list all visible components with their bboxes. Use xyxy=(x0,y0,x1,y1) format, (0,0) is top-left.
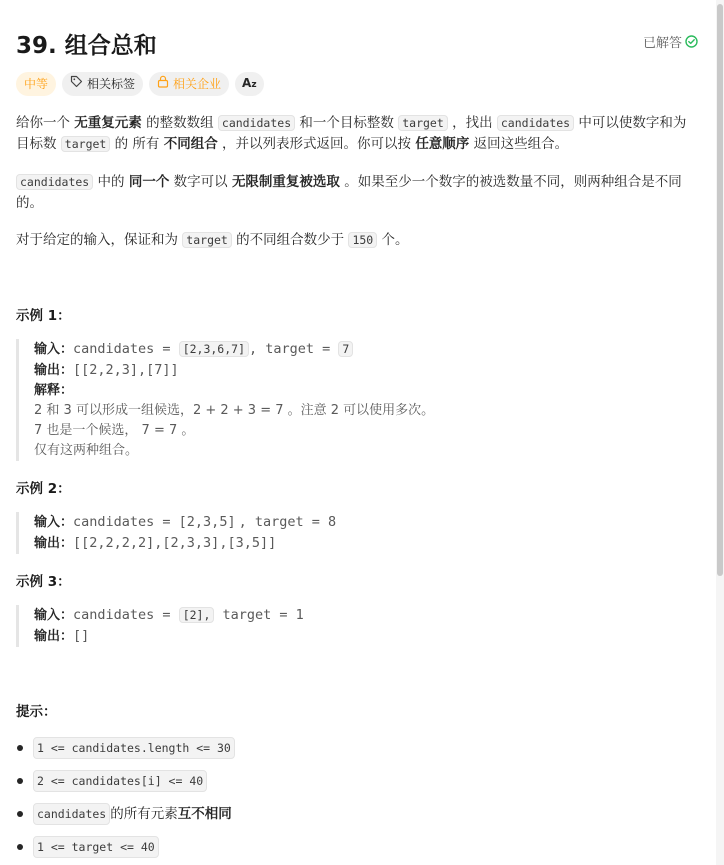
bullet-icon xyxy=(17,811,23,817)
lock-icon xyxy=(157,72,169,96)
related-tags-button[interactable] xyxy=(62,72,143,96)
related-companies-button[interactable] xyxy=(149,72,229,96)
example-1-explain-line: 2 和 3 可以形成一组候选，2 + 2 + 3 = 7 。注意 2 可以使用多次。 xyxy=(34,403,435,418)
description-paragraph-3: 对于给定的输入，保证和为 target 的不同组合数少于 150 个。 xyxy=(16,232,409,248)
example-3-input: 输入：candidates = [2], target = 1 xyxy=(34,607,304,623)
example-2-output: 输出：[[2,2,2,2],[2,3,3],[3,5]] xyxy=(34,535,277,551)
scrollbar-track[interactable] xyxy=(716,0,724,865)
example-2-block xyxy=(16,512,339,554)
example-1-input: 输入：candidates = [2,3,6,7] , target = 7 xyxy=(34,339,434,360)
scrollbar-thumb[interactable] xyxy=(717,4,723,576)
constraint-item: candidates 的所有元素 互不相同 xyxy=(16,803,232,825)
font-toggle-button[interactable] xyxy=(235,72,264,96)
tag-icon xyxy=(70,72,83,96)
problem-title[interactable]: 39. 组合总和 xyxy=(16,33,157,59)
example-2-input: 输入：candidates = [2,3,5] , target = 8 xyxy=(34,514,337,530)
constraint-item: 1 <= target <= 40 xyxy=(16,836,159,858)
check-circle-icon xyxy=(685,35,698,48)
tag-row xyxy=(16,72,264,96)
constraint-item: 1 <= candidates.length <= 30 xyxy=(16,737,235,759)
example-1-block xyxy=(16,339,434,461)
example-1-heading: 示例 1： xyxy=(16,308,71,324)
example-1-explain-line: 仅有这两种组合。 xyxy=(34,443,139,458)
bullet-icon xyxy=(17,778,23,784)
example-1-output: 输出：[[2,2,3],[7]] xyxy=(34,362,179,378)
difficulty-badge[interactable]: 中等 xyxy=(16,72,56,96)
translate-icon: Az xyxy=(242,76,257,90)
description-paragraph-1: 给你一个 无重复元素 的整数数组 candidates 和一个目标整数 target ，找出 candidates 中可以使数字和为目标数 target 的 所有 不同组合 ，并以列表形式返回。你可以按 任意顺序 返回这些组合。 xyxy=(16,115,687,152)
solved-label: 已解答 xyxy=(642,36,682,51)
constraint-item: 2 <= candidates[i] <= 40 xyxy=(16,770,207,792)
example-3-heading: 示例 3： xyxy=(16,574,71,590)
example-2-heading: 示例 2： xyxy=(16,481,71,497)
example-1-explain-label: 解释： xyxy=(34,383,74,398)
bullet-icon xyxy=(17,844,23,850)
title-row xyxy=(16,27,706,57)
example-1-explain-line: 7 也是一个候选， 7 = 7 。 xyxy=(34,423,195,438)
solved-status xyxy=(643,32,698,51)
example-3-block xyxy=(16,605,304,647)
constraints-heading: 提示： xyxy=(16,704,57,720)
description-paragraph-2: candidates 中的 同一个 数字可以 无限制重复被选取 。如果至少一个数字的被选数量不同，则两种组合是不同的。 xyxy=(16,174,682,211)
example-3-output: 输出：[] xyxy=(34,628,90,644)
related-tags-label: 相关标签 xyxy=(87,77,136,91)
related-companies-label: 相关企业 xyxy=(173,77,222,91)
bullet-icon xyxy=(17,745,23,751)
